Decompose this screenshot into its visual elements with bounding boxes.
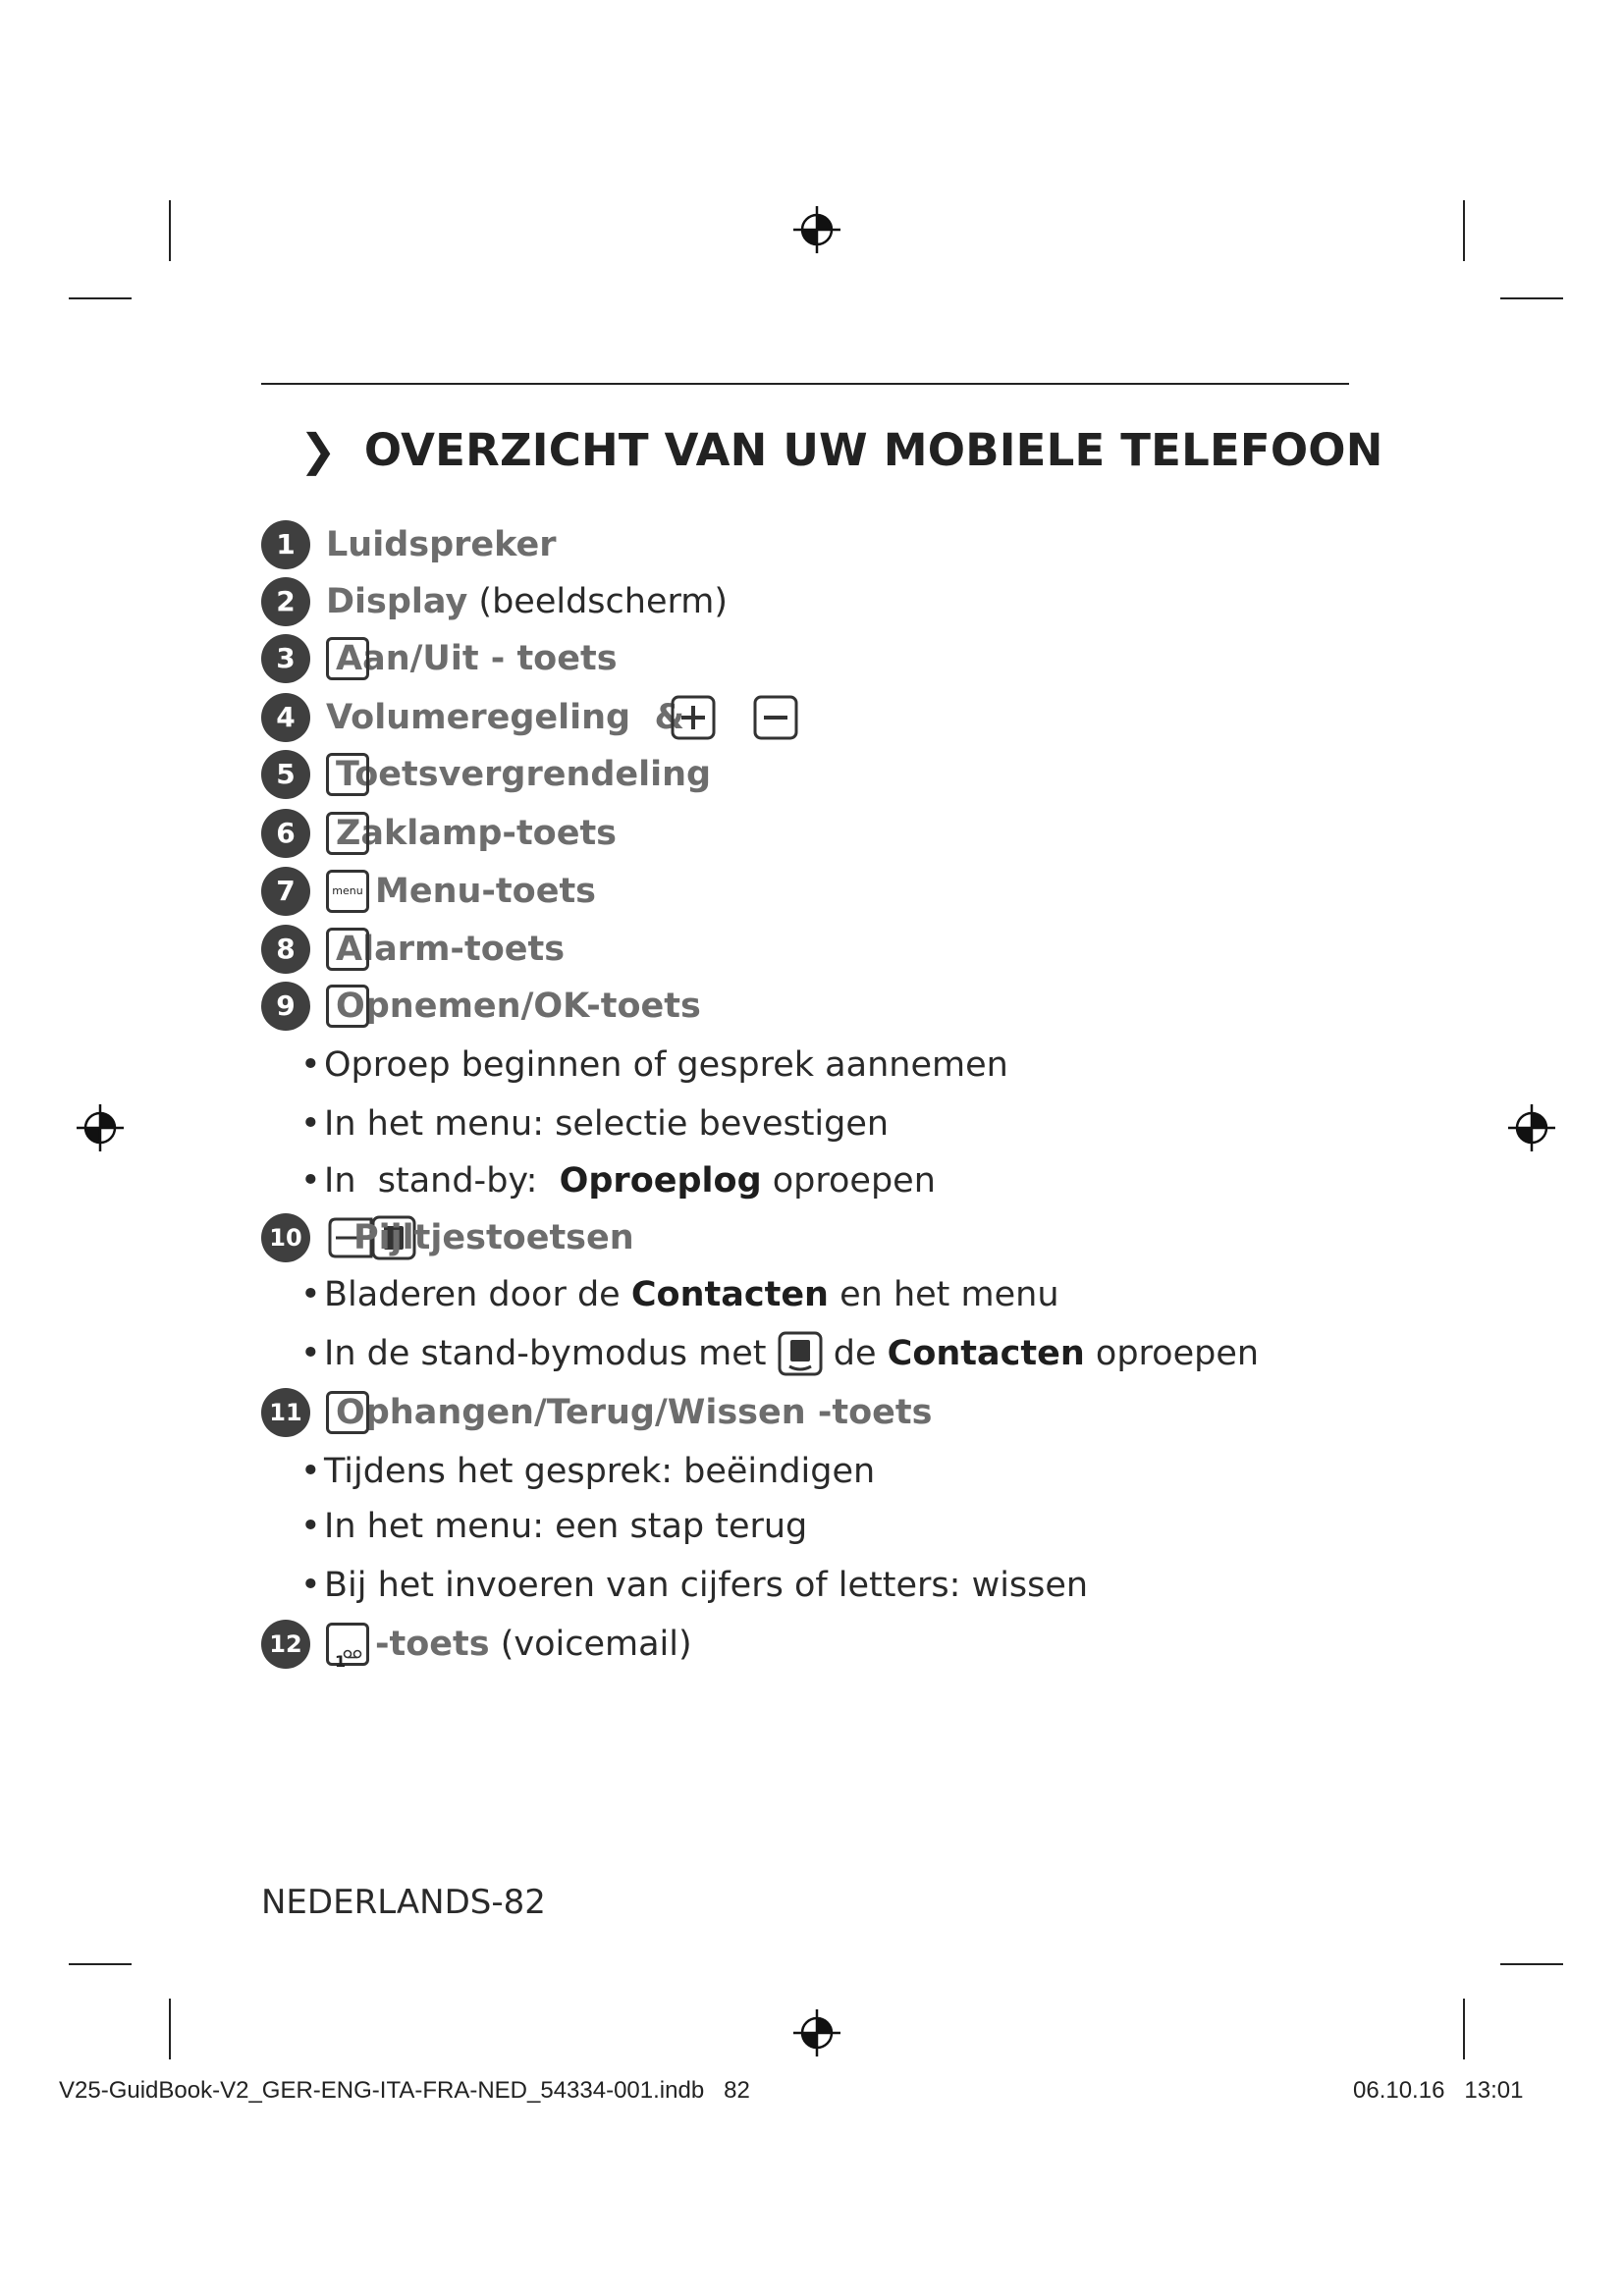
list-item — [300, 1447, 875, 1496]
item-heading: Zaklamp-toets — [336, 814, 618, 853]
registration-mark-icon — [791, 204, 842, 255]
bullet: • — [300, 1275, 321, 1314]
item-heading: Volumeregeling & — [326, 698, 684, 737]
page-title-text: OVERZICHT VAN UW MOBIELE TELEFOON — [363, 424, 1383, 476]
item-heading: Ophangen/Terug/Wissen -toets — [336, 1393, 933, 1432]
list-item — [300, 1270, 1059, 1319]
list-item — [261, 634, 618, 683]
bullet: • — [300, 1452, 321, 1491]
item-number-badge: 12 — [261, 1620, 310, 1669]
crop-mark — [1463, 1999, 1465, 2059]
item-heading: Alarm-toets — [336, 930, 566, 969]
bullet-text: oproepen — [1084, 1334, 1260, 1373]
crop-mark — [1500, 1963, 1563, 1965]
item-number-badge: 8 — [261, 925, 310, 974]
registration-mark-icon — [1506, 1102, 1557, 1153]
item-heading: Menu-toets — [375, 872, 597, 911]
item-heading: Aan/Uit - toets — [336, 639, 618, 678]
item-suffix: (voicemail) — [489, 1625, 692, 1664]
list-item — [300, 1156, 936, 1205]
list-item — [261, 1388, 932, 1437]
item-heading: Luidspreker — [326, 525, 557, 564]
bullet: • — [300, 1566, 321, 1605]
contacts-key-icon — [778, 1331, 823, 1376]
alarm-key-icon — [326, 928, 369, 971]
item-heading: Pijltjestoetsen — [353, 1218, 634, 1257]
item-heading: Toetsvergrendeling — [336, 755, 712, 794]
volume-plus-key-icon — [671, 695, 716, 740]
bullet-bold-term: Contacten — [887, 1334, 1085, 1373]
bullet-text: Tijdens het gesprek: beëindigen — [324, 1452, 876, 1491]
crop-mark — [169, 1999, 171, 2059]
list-item — [261, 693, 798, 742]
voicemail-key-icon — [326, 1623, 369, 1671]
bullet-text: In stand-by: — [324, 1161, 560, 1201]
bullet-text: oproepen — [761, 1161, 936, 1201]
page-number-label: NEDERLANDS-82 — [261, 1883, 546, 1922]
bullet-bold-term: Contacten — [630, 1275, 829, 1314]
registration-mark-icon — [75, 1102, 126, 1153]
registration-mark-icon — [791, 2007, 842, 2058]
item-number-badge: 2 — [261, 577, 310, 626]
crop-mark — [1463, 200, 1465, 261]
chevron-right-icon: ❯ — [299, 424, 337, 476]
bullet-text: Bladeren door de — [324, 1275, 631, 1314]
item-number-badge: 4 — [261, 693, 310, 742]
crop-mark — [69, 297, 132, 299]
crop-mark — [1500, 297, 1563, 299]
list-item — [261, 1213, 634, 1262]
item-number-badge: 6 — [261, 809, 310, 858]
end-call-key-icon — [326, 1391, 369, 1434]
menu-key-icon — [326, 870, 369, 913]
list-item — [300, 1041, 1008, 1090]
list-item — [261, 520, 557, 569]
bullet-text: Oproep beginnen of gesprek aannemen — [324, 1045, 1008, 1085]
item-heading: Opnemen/OK-toets — [336, 987, 701, 1026]
flashlight-key-icon — [326, 812, 369, 855]
volume-minus-key-icon — [753, 695, 798, 740]
item-heading: -toets — [375, 1625, 490, 1664]
voicemail-symbol-icon — [343, 1649, 362, 1659]
item-number-badge: 5 — [261, 750, 310, 799]
bullet-text: In het menu: een stap terug — [324, 1507, 808, 1546]
list-item — [261, 750, 711, 799]
crop-mark — [169, 200, 171, 261]
bullet-text: Bij het invoeren van cijfers of letters: wissen — [324, 1566, 1089, 1605]
list-item — [300, 1561, 1088, 1610]
item-number-badge: 3 — [261, 634, 310, 683]
item-number-badge: 7 — [261, 867, 310, 916]
item-number-badge: 11 — [261, 1388, 310, 1437]
lock-key-icon — [326, 753, 369, 796]
bullet: • — [300, 1161, 321, 1201]
bullet-text: In de stand-bymodus met — [324, 1334, 778, 1373]
bullet: • — [300, 1104, 321, 1144]
call-key-icon — [326, 985, 369, 1028]
list-item — [261, 577, 728, 626]
list-item — [300, 1099, 889, 1148]
bullet-text: en het menu — [828, 1275, 1059, 1314]
item-heading: Display — [326, 582, 468, 621]
power-key-icon — [326, 637, 369, 680]
page-title — [299, 424, 1383, 476]
header-rule — [261, 383, 1349, 385]
list-item — [300, 1329, 1259, 1378]
print-slug-file: V25-GuidBook-V2_GER-ENG-ITA-FRA-NED_54334-001.indb 82 — [59, 2077, 750, 2104]
bullet-text: de — [822, 1334, 888, 1373]
crop-mark — [69, 1963, 132, 1965]
menu-key-label: menu — [332, 884, 363, 897]
item-suffix: (beeldscherm) — [467, 582, 729, 621]
item-number-badge: 10 — [261, 1213, 310, 1262]
print-slug-date: 06.10.16 13:01 — [1353, 2077, 1524, 2104]
item-number-badge: 9 — [261, 982, 310, 1031]
item-number-badge: 1 — [261, 520, 310, 569]
voicemail-key-label: 1 — [335, 1652, 347, 1671]
bullet-text: In het menu: selectie bevestigen — [324, 1104, 890, 1144]
list-item — [300, 1502, 807, 1551]
list-item — [261, 925, 565, 974]
bullet-bold-term: Oproeplog — [559, 1161, 762, 1201]
bullet: • — [300, 1334, 321, 1373]
list-item — [261, 867, 596, 916]
list-item — [261, 809, 617, 858]
list-item — [261, 982, 701, 1031]
list-item — [261, 1620, 692, 1669]
bullet: • — [300, 1507, 321, 1546]
bullet: • — [300, 1045, 321, 1085]
